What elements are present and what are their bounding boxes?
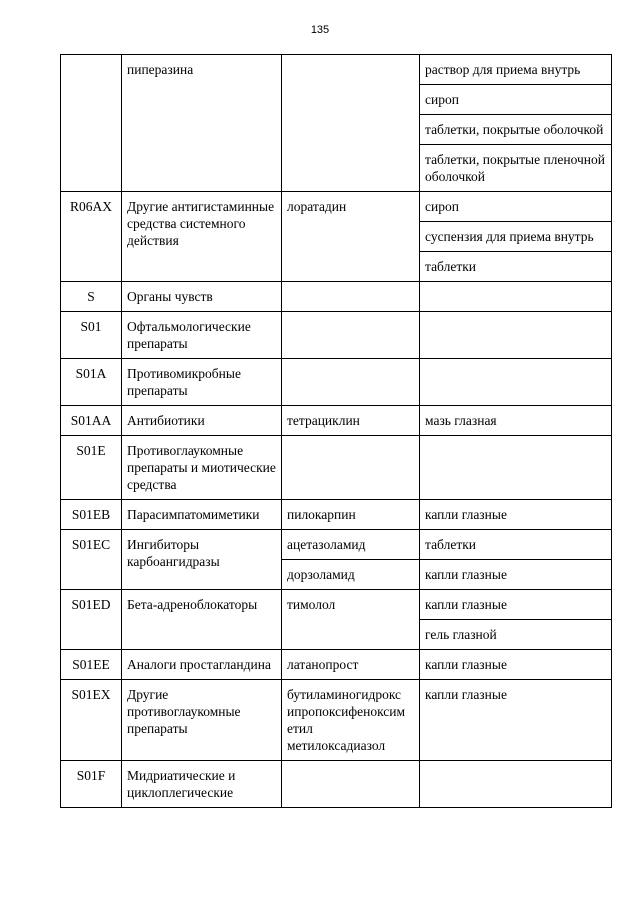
substance-name (282, 761, 420, 808)
substance-name (282, 282, 420, 312)
atc-code (61, 55, 122, 192)
substance-name (282, 55, 420, 192)
substance-name: тетрациклин (282, 406, 420, 436)
substance-name: дорзоламид (282, 560, 420, 590)
dosage-form: гель глазной (420, 620, 612, 650)
dosage-form (420, 359, 612, 406)
dosage-form: мазь глазная (420, 406, 612, 436)
substance-name (282, 312, 420, 359)
substance-name: пилокарпин (282, 500, 420, 530)
atc-code: S01 (61, 312, 122, 359)
atc-code: S01EB (61, 500, 122, 530)
group-name: Мидриатические и циклоплегические (122, 761, 282, 808)
atc-code: R06AX (61, 192, 122, 282)
dosage-form: сироп (420, 192, 612, 222)
atc-code: S01A (61, 359, 122, 406)
dosage-form (420, 282, 612, 312)
group-name: Органы чувств (122, 282, 282, 312)
table-row (61, 192, 612, 222)
atc-code: S01E (61, 436, 122, 500)
atc-code: S01EE (61, 650, 122, 680)
atc-code: S01F (61, 761, 122, 808)
dosage-form (420, 312, 612, 359)
dosage-form: таблетки (420, 530, 612, 560)
table-row (61, 680, 612, 761)
group-name: Аналоги простагландина (122, 650, 282, 680)
group-name: пиперазина (122, 55, 282, 192)
dosage-form: капли глазные (420, 500, 612, 530)
table-row (61, 530, 612, 560)
atc-code: S01ED (61, 590, 122, 650)
table-row (61, 761, 612, 808)
dosage-form: капли глазные (420, 590, 612, 620)
atc-code: S01AA (61, 406, 122, 436)
substance-name: лоратадин (282, 192, 420, 282)
group-name: Бета-адреноблокаторы (122, 590, 282, 650)
substance-name (282, 436, 420, 500)
dosage-form: капли глазные (420, 560, 612, 590)
atc-code: S01EC (61, 530, 122, 590)
dosage-form: таблетки, покрытые оболочкой (420, 115, 612, 145)
substance-name (282, 359, 420, 406)
dosage-form: капли глазные (420, 650, 612, 680)
group-name: Другие антигистаминные средства системного действия (122, 192, 282, 282)
group-name: Ингибиторы карбоангидразы (122, 530, 282, 590)
table-row (61, 436, 612, 500)
table-row (61, 312, 612, 359)
table-row (61, 406, 612, 436)
table-row (61, 590, 612, 620)
dosage-form: таблетки, покрытые пленочной оболочкой (420, 145, 612, 192)
group-name: Другие противоглаукомные препараты (122, 680, 282, 761)
dosage-form: капли глазные (420, 680, 612, 761)
substance-name: ацетазоламид (282, 530, 420, 560)
group-name: Противомикробные препараты (122, 359, 282, 406)
drug-table-body (61, 55, 612, 808)
atc-code: S (61, 282, 122, 312)
group-name: Офтальмологические препараты (122, 312, 282, 359)
dosage-form: раствор для приема внутрь (420, 55, 612, 85)
dosage-form: сироп (420, 85, 612, 115)
drug-table (60, 54, 612, 808)
substance-name: тимолол (282, 590, 420, 650)
dosage-form (420, 436, 612, 500)
table-row (61, 55, 612, 85)
substance-name: бутиламиногидрокс ипропоксифеноксим етил метилоксадиазол (282, 680, 420, 761)
dosage-form (420, 761, 612, 808)
page-number: 135 (310, 24, 330, 36)
group-name: Антибиотики (122, 406, 282, 436)
atc-code: S01EX (61, 680, 122, 761)
substance-name: латанопрост (282, 650, 420, 680)
dosage-form: таблетки (420, 252, 612, 282)
table-row (61, 282, 612, 312)
table-row (61, 359, 612, 406)
group-name: Парасимпатомиметики (122, 500, 282, 530)
dosage-form: суспензия для приема внутрь (420, 222, 612, 252)
table-row (61, 650, 612, 680)
group-name: Противоглаукомные препараты и миотические средства (122, 436, 282, 500)
table-row (61, 500, 612, 530)
